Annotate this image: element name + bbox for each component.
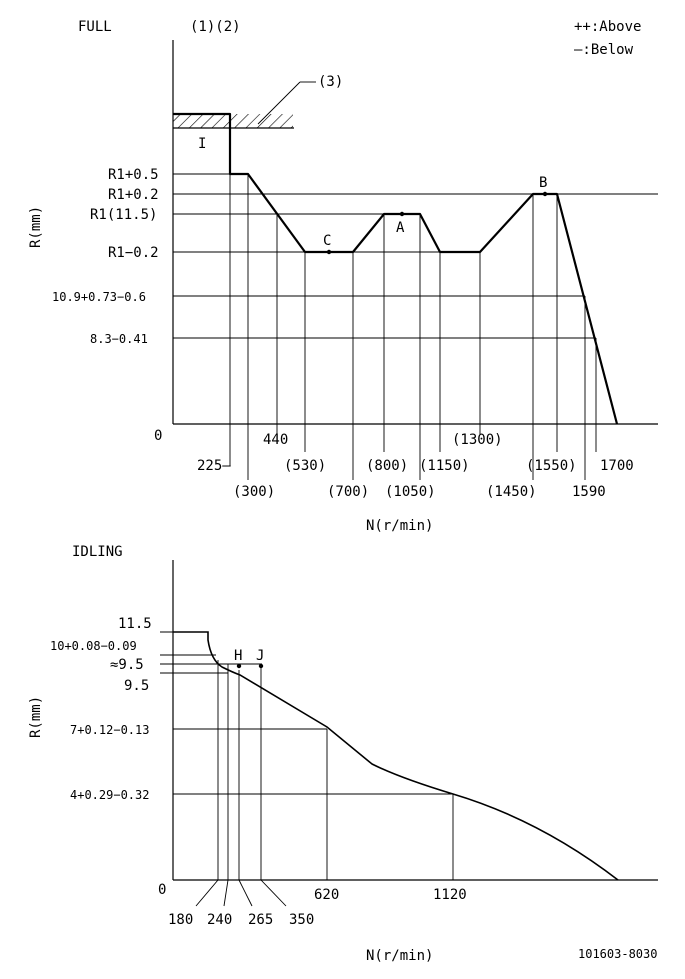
full-ylabel: R1−0.2 (108, 245, 159, 261)
full-xlabel: (1050) (385, 484, 436, 500)
point-A-marker (400, 212, 404, 216)
idle-title: IDLING (72, 544, 123, 560)
note-1-2: (1)(2) (190, 19, 241, 35)
idle-y-gridlines (160, 632, 453, 794)
idle-xlabel: 240 (207, 912, 233, 928)
full-xlabel: (1150) (419, 458, 470, 474)
full-chart (28, 19, 658, 534)
point-H-marker (237, 664, 241, 668)
point-C-marker (327, 250, 331, 254)
idling-chart (28, 544, 658, 964)
point-H: H (234, 648, 243, 664)
idle-xlabel: 620 (314, 887, 340, 903)
full-ylabel: R1+0.5 (108, 167, 159, 183)
full-ylabel: 8.3−0.41 (90, 332, 148, 346)
full-xlabel: (1300) (452, 432, 503, 448)
full-xlabel: (300) (233, 484, 276, 500)
full-stop-hatch (173, 114, 293, 128)
full-xlabel: (1450) (486, 484, 537, 500)
full-ylabel: R1+0.2 (108, 187, 159, 203)
full-xlabel: 1590 (572, 484, 606, 500)
idle-origin: 0 (158, 882, 167, 898)
idle-x-labels (168, 887, 467, 928)
full-ylabel: R1(11.5) (90, 207, 158, 223)
idle-ylabel: 7+0.12−0.13 (70, 723, 150, 737)
full-xlabel: 225— (197, 458, 231, 474)
legend-below: —:Below (574, 42, 634, 58)
document-code: 101603-8030 (578, 947, 658, 961)
full-xlabel: 440 (263, 432, 289, 448)
point-A: A (396, 220, 405, 236)
idle-y-axis-title: R(mm) (28, 695, 44, 738)
idle-ylabel: 10+0.08−0.09 (50, 639, 137, 653)
idle-ylabel: ≈9.5 (110, 657, 144, 673)
idle-y-labels (50, 616, 152, 802)
idle-xlabel: 180 (168, 912, 194, 928)
full-y-axis-title: R(mm) (28, 205, 44, 248)
point-I: I (198, 136, 207, 152)
full-ylabel: 10.9+0.73−0.6 (52, 290, 146, 304)
idle-ylabel: 11.5 (118, 616, 152, 632)
full-xlabel: (700) (327, 484, 370, 500)
full-x-axis-title: N(r/min) (366, 518, 434, 534)
full-rack-curve (173, 114, 617, 424)
full-origin: 0 (154, 428, 163, 444)
full-xlabel: (530) (284, 458, 327, 474)
full-xlabel: (800) (366, 458, 409, 474)
full-title: FULL (78, 19, 112, 35)
point-J: J (256, 648, 265, 664)
point-B: B (539, 175, 548, 191)
point-C: C (323, 233, 332, 249)
idle-x-gridlines (196, 660, 453, 906)
idle-xlabel: 1120 (433, 887, 467, 903)
full-x-labels (197, 432, 634, 500)
idle-rack-curve (173, 632, 618, 880)
idle-xlabel: 265 (248, 912, 274, 928)
point-B-marker (543, 192, 547, 196)
idle-ylabel: 4+0.29−0.32 (70, 788, 150, 802)
idle-xlabel: 350 (289, 912, 315, 928)
note-3: (3) (318, 74, 344, 90)
full-y-labels (52, 167, 159, 346)
idle-x-axis-title: N(r/min) (366, 948, 434, 964)
point-J-marker (259, 664, 263, 668)
full-xlabel: (1550) (526, 458, 577, 474)
full-xlabel: 1700 (600, 458, 634, 474)
idle-ylabel: 9.5 (124, 678, 150, 694)
legend-above: ++:Above (574, 19, 642, 35)
